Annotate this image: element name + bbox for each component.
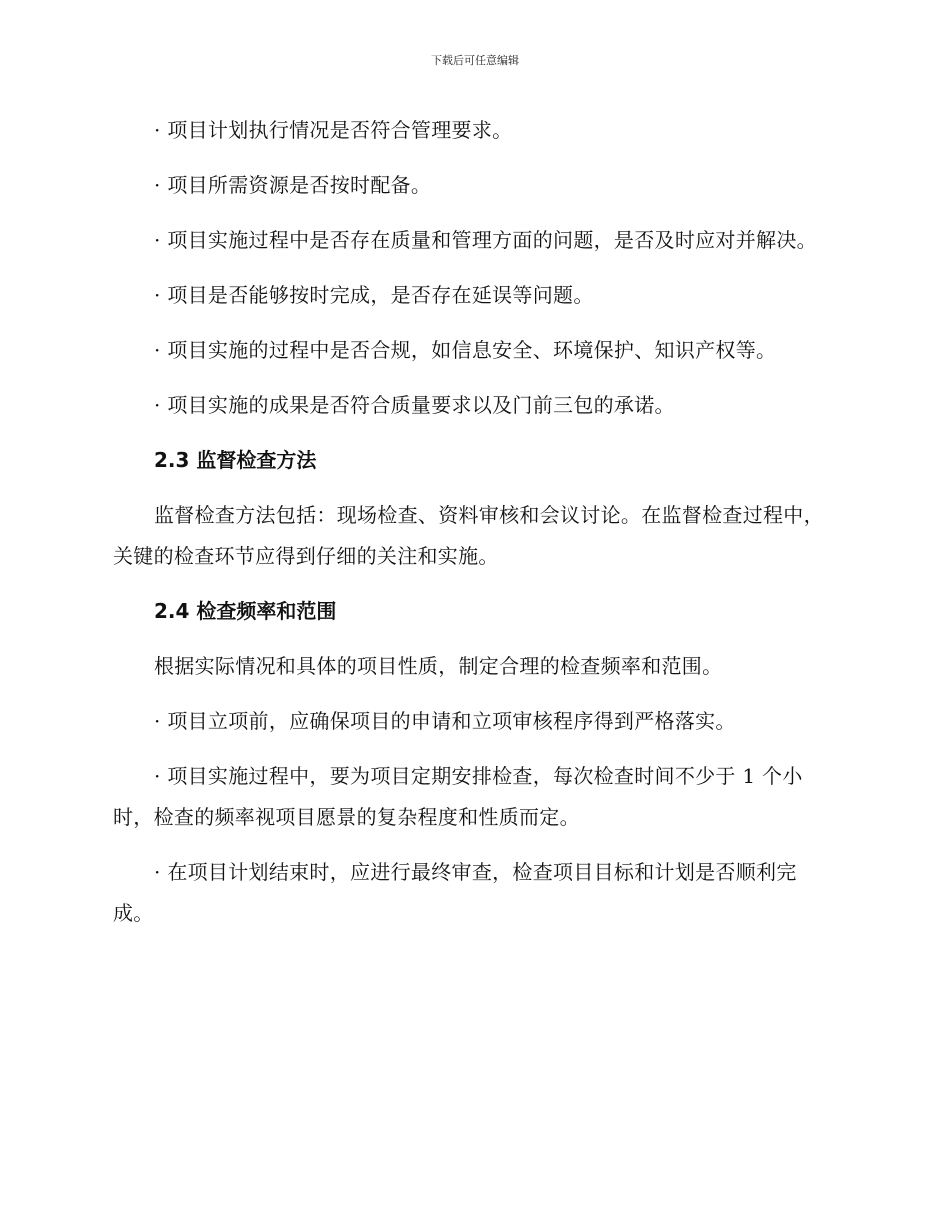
document-body	[113, 110, 833, 948]
paragraph-frequency-scope: 根据实际情况和具体的项目性质，制定合理的检查频率和范围。	[154, 654, 723, 678]
page-header: 下载后可任意编辑	[431, 54, 519, 67]
section-heading-2-4: 2.4 检查频率和范围	[154, 599, 337, 623]
bullet-compliance: · 项目实施的过程中是否合规，如信息安全、环境保护、知识产权等。	[154, 338, 777, 362]
section-heading-2-3: 2.3 监督检查方法	[154, 448, 317, 472]
bullet-plan-execution: · 项目计划执行情况是否符合管理要求。	[154, 118, 513, 142]
bullet-final-review: · 在项目计划结束时，应进行最终审查，检查项目目标和计划是否顺利完成。	[113, 860, 797, 925]
bullet-on-time: · 项目是否能够按时完成，是否存在延误等问题。	[154, 283, 594, 307]
bullet-periodic-inspection: · 项目实施过程中，要为项目定期安排检查，每次检查时间不少于 1 个小时，检查的频率视项目愿景的复杂程度和性质而定。	[113, 764, 803, 829]
bullet-quality-issues: · 项目实施过程中是否存在质量和管理方面的问题，是否及时应对并解决。	[154, 228, 817, 252]
bullet-resources: · 项目所需资源是否按时配备。	[154, 173, 432, 197]
bullet-deliverables: · 项目实施的成果是否符合质量要求以及门前三包的承诺。	[154, 393, 675, 417]
bullet-pre-approval: · 项目立项前，应确保项目的申请和立项审核程序得到严格落实。	[154, 709, 736, 733]
paragraph-inspection-methods: 监督检查方法包括：现场检查、资料审核和会议讨论。在监督检查过程中，关键的检查环节应得到仔细的关注和实施。	[113, 503, 824, 568]
